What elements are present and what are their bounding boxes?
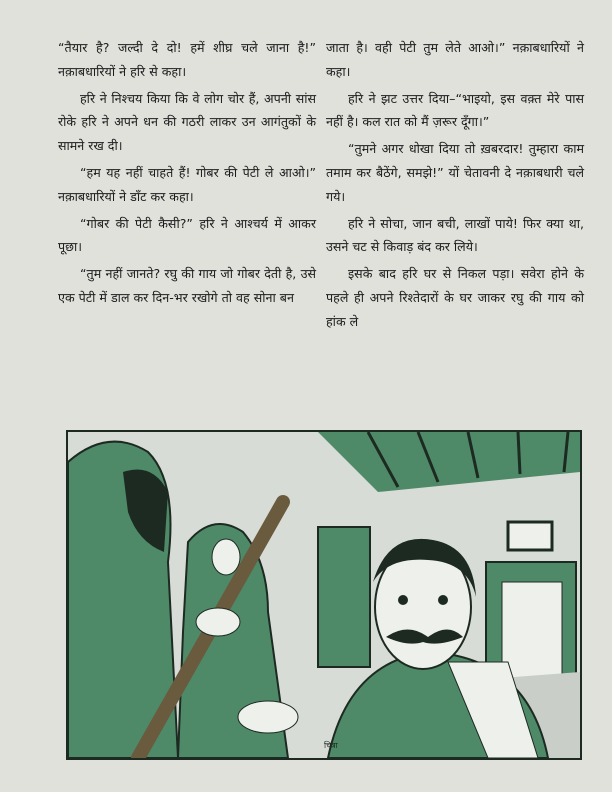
hari-eye-left	[398, 595, 408, 605]
illustration-drawing	[68, 432, 580, 758]
story-illustration	[66, 430, 582, 760]
hari-hand	[238, 701, 298, 733]
wall-picture	[508, 522, 552, 550]
paragraph: हरि ने निश्चय किया कि वे लोग चोर हैं, अपनी सांस रोके हरि ने अपने धन की गठरी लाकर उन आगंतुकों के सामने रख दी।	[58, 90, 316, 154]
paragraph: “तैयार है? जल्दी दे दो! हमें शीघ्र चले जाना है!” नक़ाबधारियों ने हरि से कहा।	[58, 40, 316, 79]
right-text-column	[326, 36, 584, 337]
paragraph: “तुम नहीं जानते? रघु की गाय जो गोबर देती है, उसे एक पेटी में डाल कर दिन-भर रखोगे तो वह सोना बन	[58, 266, 316, 305]
paragraph: इसके बाद हरि घर से निकल पड़ा। सवेरा होने के पहले ही अपने रिश्तेदारों के घर जाकर रघु की गाय को हांक ले	[326, 266, 584, 329]
paragraph: “गोबर की पेटी कैसी?” हरि ने आश्चर्य में आकर पूछा।	[58, 215, 316, 255]
robber-mask	[212, 539, 240, 575]
middle-door	[318, 527, 370, 667]
left-text-column	[58, 36, 316, 313]
robber-hand	[196, 608, 240, 636]
paragraph: जाता है। वही पेटी तुम लेते आओ।” नक़ाबधारियों ने कहा।	[326, 40, 584, 79]
artist-signature: चित्रा	[324, 741, 338, 750]
paragraph: “हम यह नहीं चाहते हैं! गोबर की पेटी ले आओ।” नक़ाबधारियों ने डाँट कर कहा।	[58, 164, 316, 204]
paragraph: हरि ने सोचा, जान बची, लाखों पाये! फिर क्या था, उसने चट से किवाड़ बंद कर लिये।	[326, 215, 584, 255]
paragraph: “तुमने अगर धोखा दिया तो ख़बरदार! तुम्हारा काम तमाम कर बैठेंगे, समझे!” यों चेतावनी दे नक़ाबधारी चले गये।	[326, 141, 584, 204]
hari-eye-right	[438, 595, 448, 605]
paragraph: हरि ने झट उत्तर दिया–“भाइयो, इस वक़्त मेरे पास नहीं है। कल रात को मैं ज़रूर दूँगा।”	[326, 90, 584, 130]
